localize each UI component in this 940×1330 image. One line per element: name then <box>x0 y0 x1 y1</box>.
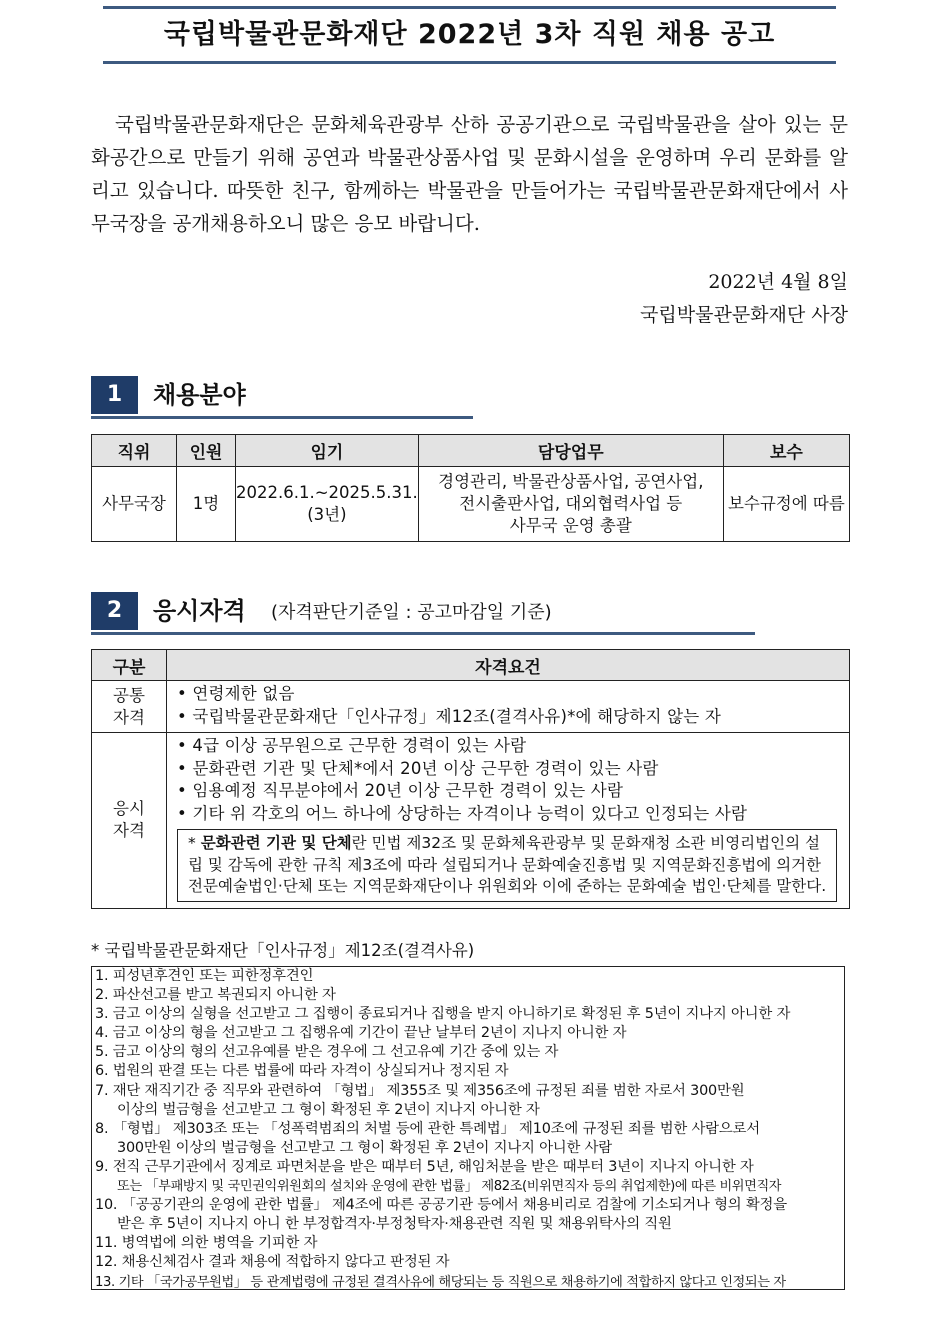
title-banner <box>103 6 836 64</box>
duties-line: 전시출판사업, 대외협력사업 등 <box>459 494 683 513</box>
list-item: 9. 전직 근무기관에서 징계로 파면처분을 받은 때부터 5년, 해임처분을 받은 때부터 3년이 지나지 아니한 자 <box>95 1158 754 1175</box>
pay-cell: 보수규정에 따름 <box>723 467 849 542</box>
list-item-continuation: 이상의 벌금형을 선고받고 그 형이 확정된 후 2년이 지나지 아니한 자 <box>117 1101 540 1118</box>
list-item: • 연령제한 없음 <box>177 684 295 703</box>
term-line: 2022.6.1.~2025.5.31. <box>236 483 418 502</box>
section-2-header <box>91 592 755 636</box>
position-cell: 사무국장 <box>92 467 177 542</box>
list-item: 7. 재단 재직기간 중 직무와 관련하여 「형법」 제355조 및 제356조에 규정된 죄를 범한 자로서 300만원 <box>95 1082 745 1099</box>
disqualification-title: * 국립박물관문화재단「인사규정」제12조(결격사유) <box>91 941 475 960</box>
section-1-header <box>91 376 473 420</box>
category-label: 공통 <box>113 685 145 705</box>
table-header: 담당업무 <box>418 435 723 467</box>
list-item: 3. 금고 이상의 실형을 선고받고 그 집행이 종료되거나 집행을 받지 아니하기로 확정된 후 5년이 지나지 아니한 자 <box>95 1006 791 1023</box>
list-item: • 4급 이상 공무원으로 근무한 경력이 있는 사람 <box>177 736 527 755</box>
duties-line: 사무국 운영 총괄 <box>509 516 632 535</box>
intro-paragraph: 국립박물관문화재단은 문화체육관광부 산하 공공기관으로 국립박물관을 살아 있는 문화공간으로 만들기 위해 공연과 박물관상품사업 및 문화시설을 운영하며 우리 문화를 알리고 있습니다. 따뜻한 친구, 함께하는 박물관을 만들어가는 국립박물관문화재단에서 사무국장을 공개채용하오니 많은 응모 바랍니다. <box>91 113 848 235</box>
duties-cell <box>418 467 723 542</box>
list-item: 13. 기타 「국가공무원법」 등 관계법령에 규정된 결격사유에 해당되는 등 직원으로 채용하기에 적합하지 않다고 인정되는 자 <box>95 1274 786 1290</box>
list-item-continuation: 300만원 이상의 벌금형을 선고받고 그 형이 확정된 후 2년이 지나지 아니한 사람 <box>117 1139 612 1156</box>
list-item-continuation: 또는 「부패방지 및 국민권익위원회의 설치와 운영에 관한 법률」 제82조(비위면직자 등의 취업제한)에 따른 비위면직자 <box>117 1179 782 1195</box>
note-term: 문화관련 기관 및 단체 <box>200 834 352 852</box>
list-item: • 문화관련 기관 및 단체*에서 20년 이상 근무한 경력이 있는 사람 <box>177 758 659 778</box>
section-number: 2 <box>91 592 138 630</box>
table-header: 구분 <box>92 650 167 681</box>
recruitment-table <box>91 434 850 542</box>
table-header: 자격요건 <box>167 650 850 681</box>
table-header: 인원 <box>177 435 236 467</box>
table-header-row <box>92 650 850 681</box>
list-item: 10. 「공공기관의 운영에 관한 법률」 제4조에 따른 공공기관 등에서 채용비리로 검찰에 기소되거나 형의 확정을 <box>95 1197 787 1214</box>
page-title: 국립박물관문화재단 2022년 3차 직원 채용 공고 <box>163 19 776 50</box>
note-prefix: * <box>188 834 201 852</box>
category-cell <box>92 733 167 909</box>
list-item: 5. 금고 이상의 형의 선고유예를 받은 경우에 그 선고유예 기간 중에 있는 자 <box>95 1044 559 1061</box>
section-rule <box>91 632 755 635</box>
category-label: 자격 <box>113 821 145 841</box>
table-header: 보수 <box>723 435 849 467</box>
term-line: (3년) <box>307 505 347 524</box>
table-row <box>92 467 850 542</box>
list-item: • 임용예정 직무분야에서 20년 이상 근무한 경력이 있는 사람 <box>177 781 624 800</box>
disqualification-box <box>91 966 845 1290</box>
list-item: 6. 법원의 판결 또는 다른 법률에 따라 자격이 상실되거나 정지된 자 <box>95 1063 509 1080</box>
list-item: 4. 금고 이상의 형을 선고받고 그 집행유예 기간이 끝난 날부터 2년이 지나지 아니한 자 <box>95 1025 627 1042</box>
category-label: 응시 <box>113 799 145 819</box>
list-item-continuation: 받은 후 5년이 지나지 아니 한 부정합격자·부정청탁자·채용관련 직원 및 채용위탁사의 직원 <box>117 1216 672 1233</box>
table-header: 임기 <box>236 435 419 467</box>
category-label: 자격 <box>113 707 145 727</box>
list-item: 11. 병역법에 의한 병역을 기피한 자 <box>95 1235 318 1252</box>
table-header: 직위 <box>92 435 177 467</box>
announcement-date: 2022년 4월 8일 <box>708 271 848 293</box>
list-item: 2. 파산선고를 받고 복권되지 아니한 자 <box>95 987 336 1004</box>
table-row <box>92 681 850 733</box>
count-cell: 1명 <box>177 467 236 542</box>
list-item: 8. 「형법」 제303조 또는 「성폭력범죄의 처벌 등에 관한 특례법」 제10조에 규정된 죄를 범한 사람으로서 <box>95 1120 760 1137</box>
list-item: • 기타 위 각호의 어느 하나에 상당하는 자격이나 능력이 있다고 인정되는 사람 <box>177 803 748 823</box>
qualification-table <box>91 649 850 909</box>
requirement-list <box>177 683 843 728</box>
list-item: 1. 피성년후견인 또는 피한정후견인 <box>95 968 314 984</box>
section-number: 1 <box>91 376 138 414</box>
intro-text <box>91 108 848 240</box>
section-title: 채용분야 <box>153 381 246 409</box>
section-subtitle: (자격판단기준일 : 공고마감일 기준) <box>271 602 552 623</box>
list-item: 12. 채용신체검사 결과 채용에 적합하지 않다고 판정된 자 <box>95 1254 450 1271</box>
list-item: • 국립박물관문화재단「인사규정」제12조(결격사유)*에 해당하지 않는 자 <box>177 706 721 726</box>
requirements-cell <box>167 733 850 909</box>
note-text: 란 민법 제32조 및 문화체육관광부 및 문화재청 소관 비영리법인의 설립 및 감독에 관한 규칙 제3조에 따라 설립되거나 문화예술진흥법 및 지역문화진흥법에 의거한 전문예술법인·단체 또는 지역문화재단이나 위원회와 이에 준하는 문화예술 법인·단체를 말한다. <box>188 834 827 895</box>
duties-line: 경영관리, 박물관상품사업, 공연사업, <box>438 472 704 491</box>
requirements-cell <box>167 681 850 733</box>
table-row <box>92 733 850 909</box>
table-header-row <box>92 435 850 467</box>
term-cell <box>236 467 419 542</box>
definition-note <box>177 829 837 902</box>
section-rule <box>91 416 473 419</box>
category-cell <box>92 681 167 733</box>
signer: 국립박물관문화재단 사장 <box>640 304 848 326</box>
section-title: 응시자격 <box>153 597 246 625</box>
requirement-list <box>177 735 843 825</box>
